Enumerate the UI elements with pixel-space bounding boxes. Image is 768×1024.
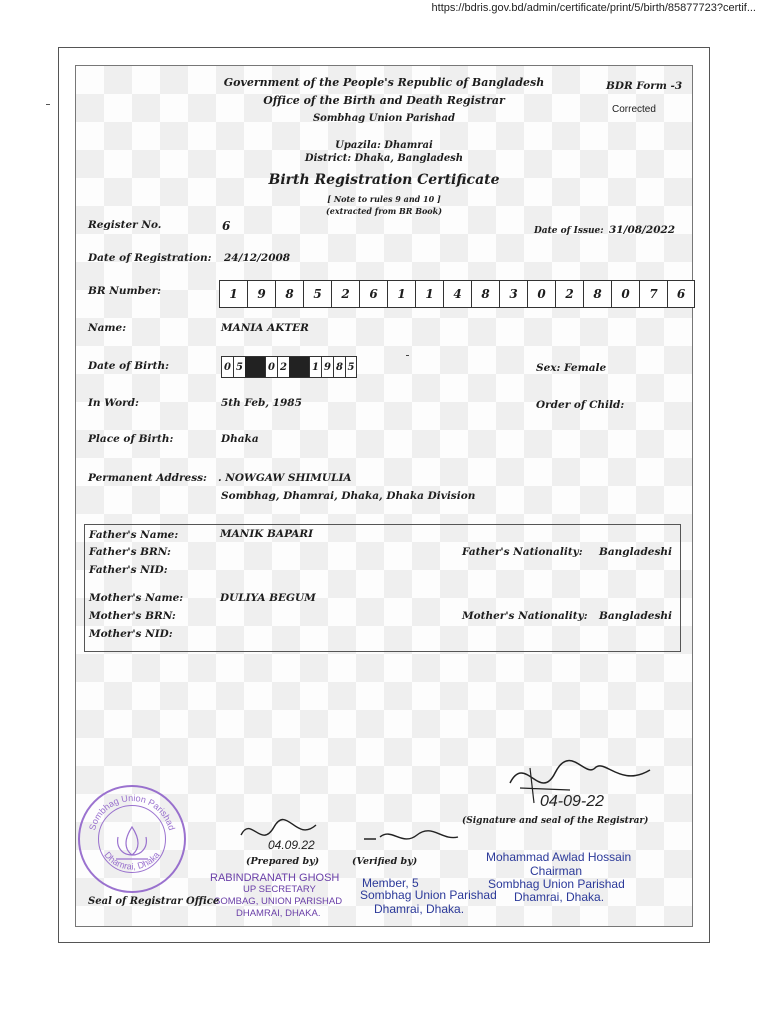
pob-label: Place of Birth: [88,433,174,445]
registration-date-value: 24/12/2008 [224,252,291,264]
chairman-place: Dhamrai, Dhaka. [514,890,605,904]
br-digit: 8 [583,280,611,308]
br-number-digits [219,280,695,308]
dob-digit: 5 [233,356,245,378]
br-digit: 9 [247,280,275,308]
br-digit: 2 [331,280,359,308]
br-digit: 6 [667,280,695,308]
father-brn-label: Father's BRN: [89,546,171,558]
address-label: Permanent Address: [88,472,207,484]
br-digit: 5 [303,280,331,308]
br-digit: 1 [219,280,247,308]
inword-value: 5th Feb, 1985 [221,397,302,409]
union-parishad-seal [78,785,186,893]
header-office: Office of the Birth and Death Registrar [263,94,505,107]
mother-nid-label: Mother's NID: [89,628,173,640]
registrar-signature-date: 04-09-22 [540,793,605,810]
registrar-caption: (Signature and seal of the Registrar) [462,816,649,826]
member-signature [362,827,462,847]
secretary-name: RABINDRANATH GHOSH [210,872,340,884]
father-nid-label: Father's NID: [89,564,168,576]
header-government: Government of the People's Republic of Bangladesh [223,76,545,89]
header-union: Sombhag Union Parishad [312,113,456,124]
dob-digit: 0 [265,356,277,378]
mother-name-label: Mother's Name: [89,592,184,604]
br-number-label: BR Number: [88,285,162,297]
prepared-date: 04.09.22 [268,838,315,852]
br-digit: 0 [527,280,555,308]
br-digit: 2 [555,280,583,308]
mother-nationality: Bangladeshi [599,610,673,622]
dob-separator [289,356,309,378]
father-name: MANIK BAPARI [220,528,313,540]
svg-text:Dhamrai, Dhaka: Dhamrai, Dhaka [102,849,162,872]
br-digit: 0 [611,280,639,308]
dob-digit: 5 [345,356,357,378]
br-digit: 3 [499,280,527,308]
father-nationality: Bangladeshi [599,546,673,558]
registration-date-label: Date of Registration: [88,252,212,264]
inword-label: In Word: [88,397,139,409]
chairman-name: Mohammad Awlad Hossain [486,850,632,864]
br-digit: 7 [639,280,667,308]
mother-nationality-label: Mother's Nationality: [462,610,588,622]
seal-text-ring [80,787,184,891]
dob-boxes [221,356,357,378]
verified-by-label: (Verified by) [352,856,418,867]
br-digit: 1 [415,280,443,308]
svg-text:Sombhag Union Parishad: Sombhag Union Parishad [87,792,177,832]
dob-digit: 8 [333,356,345,378]
dob-digit: 2 [277,356,289,378]
dob-digit: 9 [321,356,333,378]
secretary-org: SOMBAG, UNION PARISHAD [214,896,343,907]
order-of-child-label: Order of Child: [536,399,625,411]
secretary-title: UP SECRETARY [243,884,316,895]
father-name-label: Father's Name: [89,529,179,541]
header-extracted: (extracted from BR Book) [326,206,442,216]
parents-box [84,524,681,652]
br-digit: 1 [387,280,415,308]
header-district: District: Dhaka, Bangladesh [304,153,464,164]
dob-separator [245,356,265,378]
secretary-place: DHAMRAI, DHAKA. [236,908,321,919]
member-place: Dhamrai, Dhaka. [374,902,465,916]
corrected-label: Corrected [612,104,656,115]
address-line1: . NOWGAW SHIMULIA [218,472,352,484]
dob-digit: 0 [221,356,233,378]
stray-dash [406,355,409,356]
br-digit: 8 [275,280,303,308]
member-org: Sombhag Union Parishad [360,888,497,902]
pob-value: Dhaka [221,433,259,445]
name-label: Name: [88,322,127,334]
sex-text: Sex: Female [536,362,607,374]
address-line2: Sombhag, Dhamrai, Dhaka, Dhaka Division [221,490,476,502]
mother-brn-label: Mother's BRN: [89,610,176,622]
chairman-org: Sombhag Union Parishad [488,877,625,891]
mother-name: DULIYA BEGUM [220,592,316,604]
issue-date-value: 31/08/2022 [609,224,676,236]
dob-digit: 1 [309,356,321,378]
chairman-title: Chairman [530,864,583,878]
header-upazila: Upazila: Dhamrai [335,140,433,151]
father-nationality-label: Father's Nationality: [462,546,583,558]
member-title: Member, 5 [362,876,419,890]
br-digit: 6 [359,280,387,308]
child-name: MANIA AKTER [221,322,309,334]
certificate-title: Birth Registration Certificate [268,172,500,188]
br-digit: 8 [471,280,499,308]
br-digit: 4 [443,280,471,308]
seal-label: Seal of Registrar Office [88,896,220,907]
register-no-label: Register No. [88,219,162,231]
register-no-value: 6 [222,219,231,233]
form-label: BDR Form -3 [606,80,683,92]
issue-date-label: Date of Issue: [534,226,604,236]
prepared-by-label: (Prepared by) [246,856,320,867]
header-note: [ Note to rules 9 and 10 ] [327,194,441,204]
browser-url: https://bdris.gov.bd/admin/certificate/print/5/birth/85877723?certif... [431,2,756,14]
dob-label: Date of Birth: [88,360,170,372]
